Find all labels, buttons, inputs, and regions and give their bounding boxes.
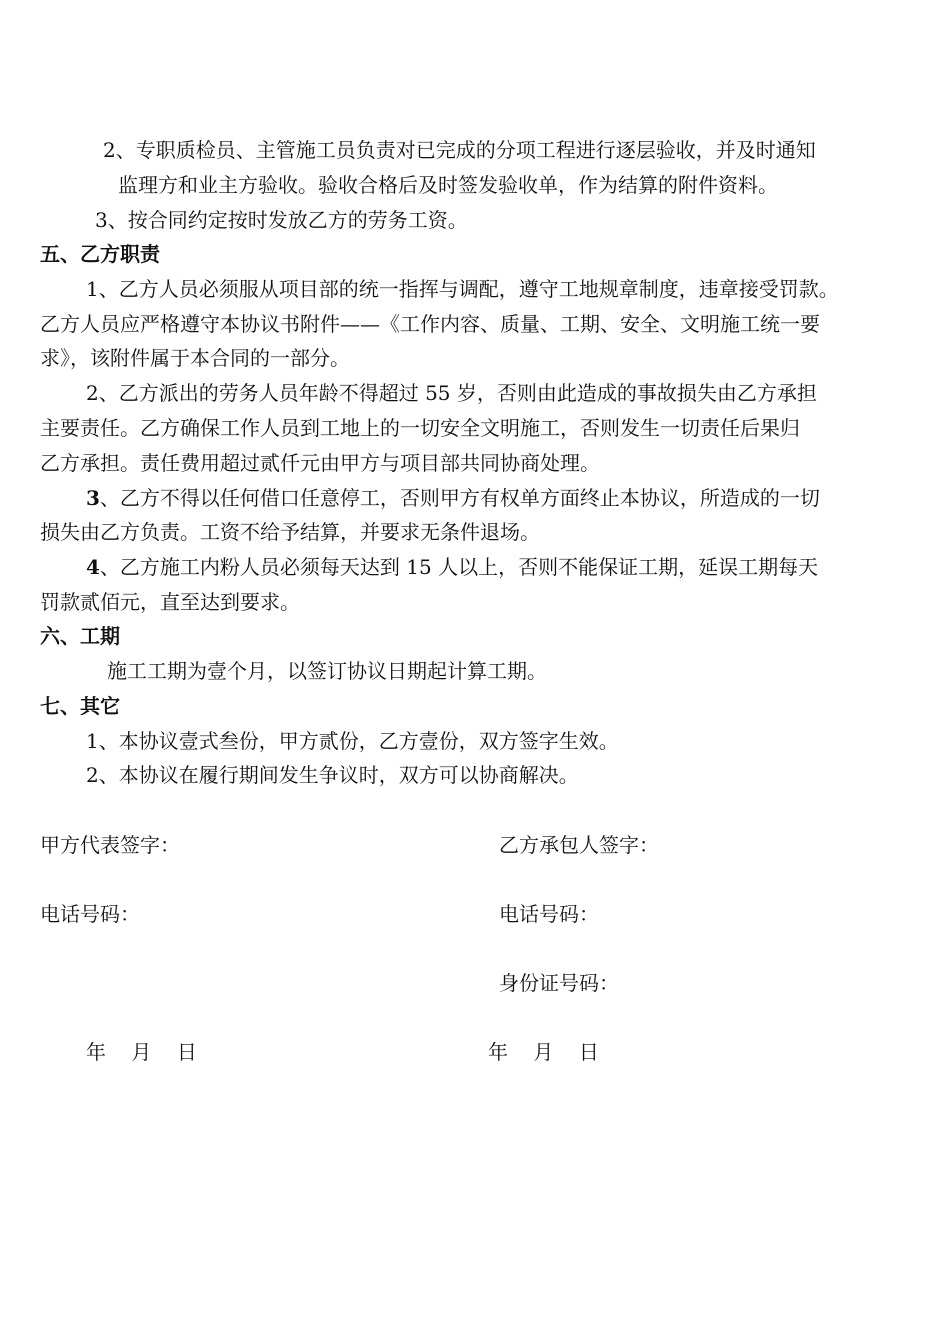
section6-heading: 六、工期 [40, 624, 120, 648]
section5-heading: 五、乙方职责 [40, 242, 160, 266]
section5-item1-line3: 求》，该附件属于本合同的一部分。 [40, 346, 350, 370]
section5-item1-line2: 乙方人员应严格遵守本协议书附件——《工作内容、质量、工期、安全、文明施工统一要 [40, 312, 820, 336]
party-b-signature-label: 乙方承包人签字： [499, 833, 659, 857]
party-a-signature-label: 甲方代表签字： [40, 833, 180, 857]
section5-item3-number: 3 [86, 486, 100, 510]
section6-text: 施工工期为壹个月，以签订协议日期起计算工期。 [107, 659, 547, 683]
section5-item3-line2: 损失由乙方负责。工资不给予结算，并要求无条件退场。 [40, 520, 540, 544]
party-a-phone-label: 电话号码： [40, 902, 140, 926]
section4-item3: 3、按合同约定按时发放乙方的劳务工资。 [95, 208, 468, 232]
section5-item4-text: 、乙方施工内粉人员必须每天达到 15 人以上，否则不能保证工期，延误工期每天 [99, 555, 819, 579]
section7-item2: 2、本协议在履行期间发生争议时，双方可以协商解决。 [86, 763, 579, 787]
section4-item2-line1: 2、专职质检员、主管施工员负责对已完成的分项工程进行逐层验收，并及时通知 [103, 138, 816, 162]
party-a-date: 年 月 日 [86, 1040, 197, 1064]
section5-item2-line1: 2、乙方派出的劳务人员年龄不得超过 55 岁，否则由此造成的事故损失由乙方承担 [86, 381, 817, 405]
section4-item2-line2: 监理方和业主方验收。验收合格后及时签发验收单，作为结算的附件资料。 [118, 173, 778, 197]
section7-item1: 1、本协议壹式叁份，甲方贰份，乙方壹份，双方签字生效。 [86, 729, 619, 753]
section5-item4-line1 [86, 553, 818, 581]
section5-item4-number: 4 [86, 555, 100, 579]
section5-item3-text: 、乙方不得以任何借口任意停工，否则甲方有权单方面终止本协议，所造成的一切 [99, 486, 820, 510]
section5-item3-line1 [86, 484, 820, 512]
party-b-phone-label: 电话号码： [499, 902, 599, 926]
section5-item1-line1: 1、乙方人员必须服从项目部的统一指挥与调配，遵守工地规章制度，违章接受罚款。 [86, 277, 839, 301]
party-b-date: 年 月 日 [488, 1040, 599, 1064]
party-b-id-label: 身份证号码： [499, 971, 619, 995]
section5-item2-line2: 主要责任。乙方确保工作人员到工地上的一切安全文明施工，否则发生一切责任后果归 [40, 416, 800, 440]
section5-item4-line2: 罚款贰佰元，直至达到要求。 [40, 590, 300, 614]
section7-heading: 七、其它 [40, 694, 120, 718]
section5-item2-line3: 乙方承担。责任费用超过贰仟元由甲方与项目部共同协商处理。 [40, 451, 600, 475]
